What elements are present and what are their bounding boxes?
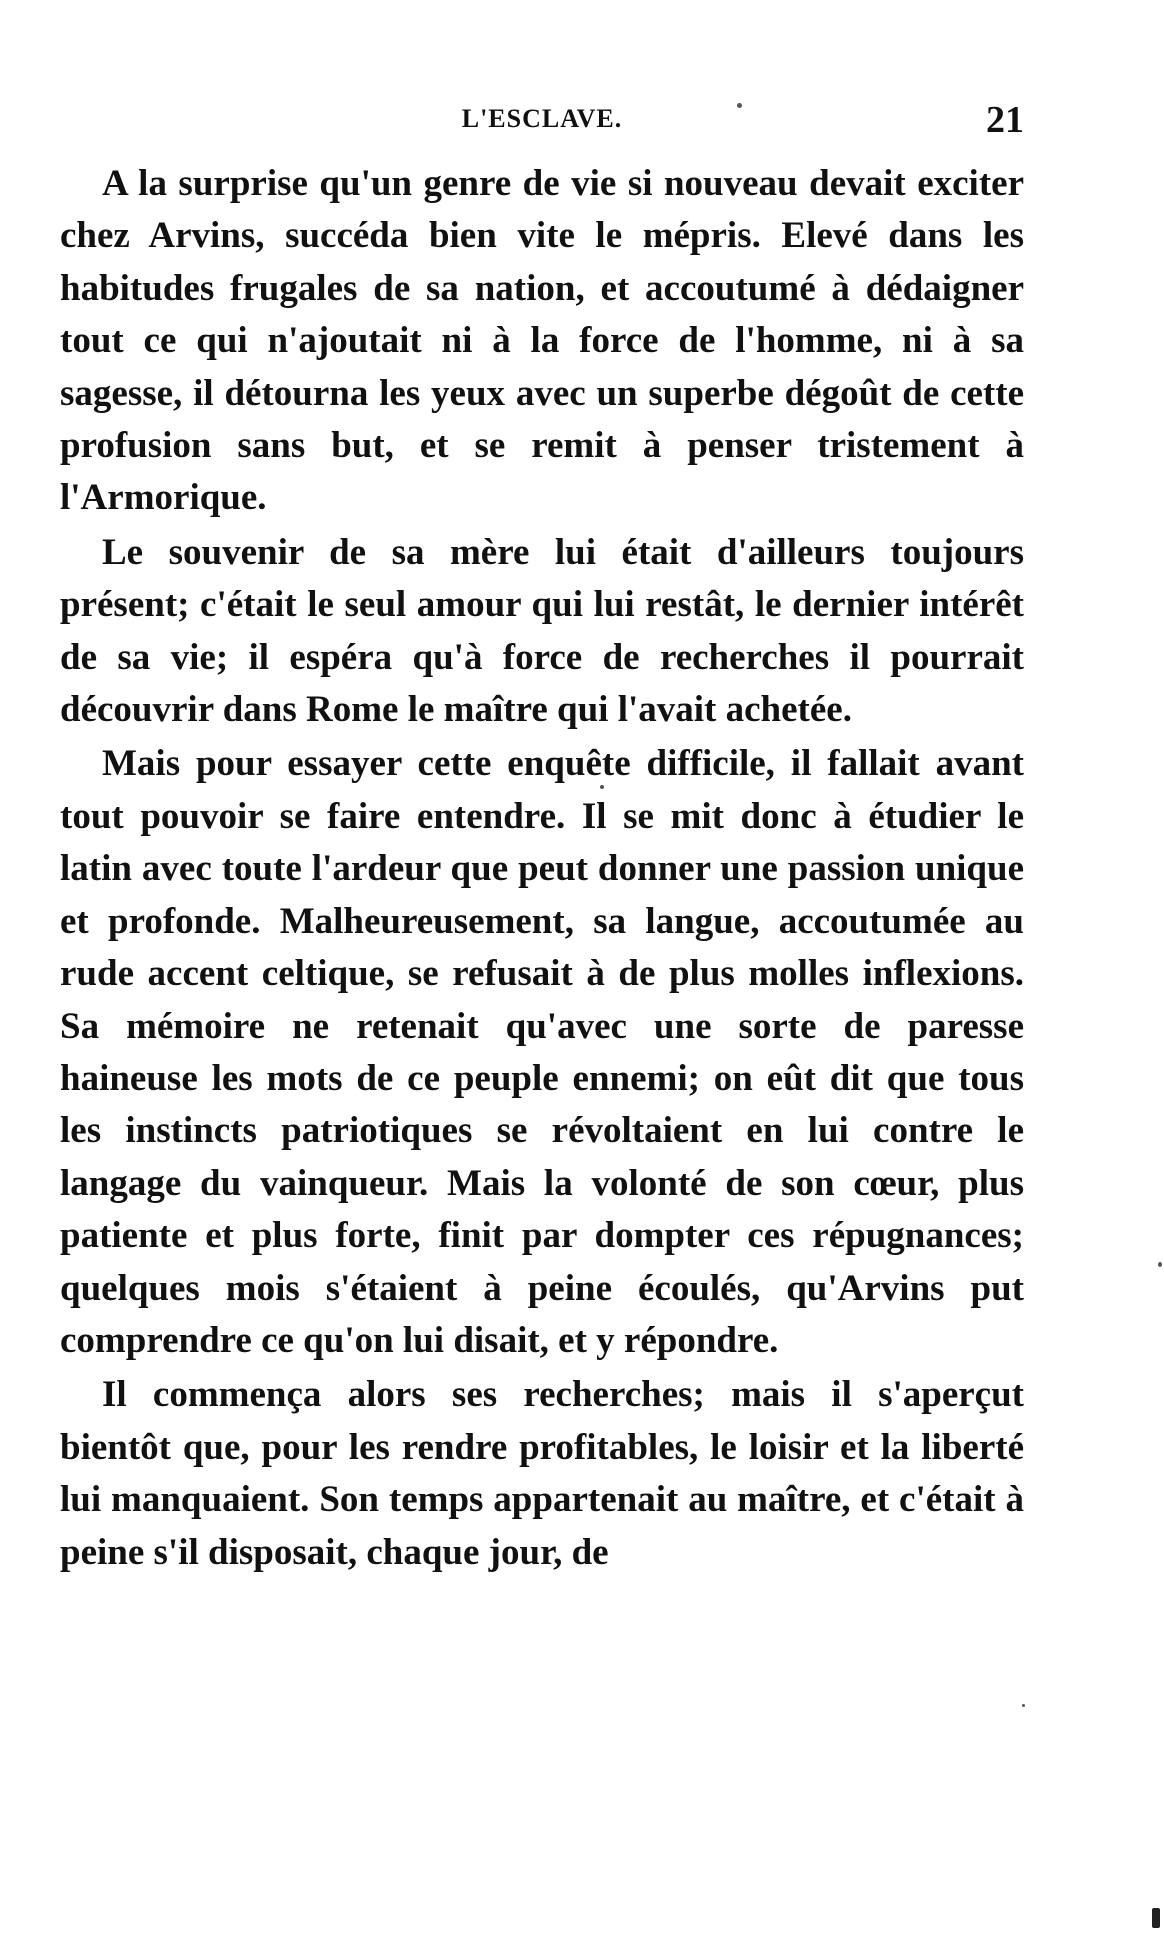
scan-speck [1152, 1908, 1160, 1928]
running-head [60, 98, 1024, 148]
running-title: L'ESCLAVE. [461, 104, 623, 133]
paragraph: Mais pour essayer cette enquête difficile, il fallait avant tout pouvoir se faire entendre. Il se mit donc à étudier le latin avec toute l'ardeur que peut donner une passion unique et profonde. Malheureusement, sa langue, accoutumée au rude accent celtique, se refusait à de plus molles inflexions. Sa mémoire ne retenait qu'avec une sorte de paresse haineuse les mots de ce peuple ennemi; on eût dit que tous les instincts patriotiques se révoltaient en lui contre le langage du vainqueur. Mais la volonté de son cœur, plus patiente et plus forte, finit par dompter ces répugnances; quelques mois s'étaient à peine écoulés, qu'Arvins put comprendre ce qu'on lui disait, et y répondre. [60, 743, 1024, 1361]
scan-speck [737, 103, 742, 108]
paragraph: Il commença alors ses recherches; mais il s'aperçut bientôt que, pour les rendre profitables, le loisir et la liberté lui manquaient. Son temps appartenait au maître, et c'était à peine s'il disposait, chaque jour, de [60, 1374, 1024, 1573]
page-number: 21 [986, 99, 1024, 141]
scan-speck [600, 785, 604, 789]
body-text [60, 158, 1024, 1581]
paragraph: A la surprise qu'un genre de vie si nouveau devait exciter chez Arvins, succéda bien vite le mépris. Elevé dans les habitudes frugales de sa nation, et accoutumé à dédaigner tout ce qui n'ajoutait ni à la force de l'homme, ni à sa sagesse, il détourna les yeux avec un superbe dégoût de cette profusion sans but, et se remit à penser tristement à l'Armorique. [60, 163, 1024, 519]
paragraph: Le souvenir de sa mère lui était d'ailleurs toujours présent; c'était le seul amour qui lui restât, le dernier intérêt de sa vie; il espéra qu'à force de recherches il pourrait découvrir dans Rome le maître qui l'avait achetée. [60, 531, 1024, 731]
scan-speck [1158, 1262, 1162, 1267]
scan-speck [1022, 1704, 1025, 1707]
